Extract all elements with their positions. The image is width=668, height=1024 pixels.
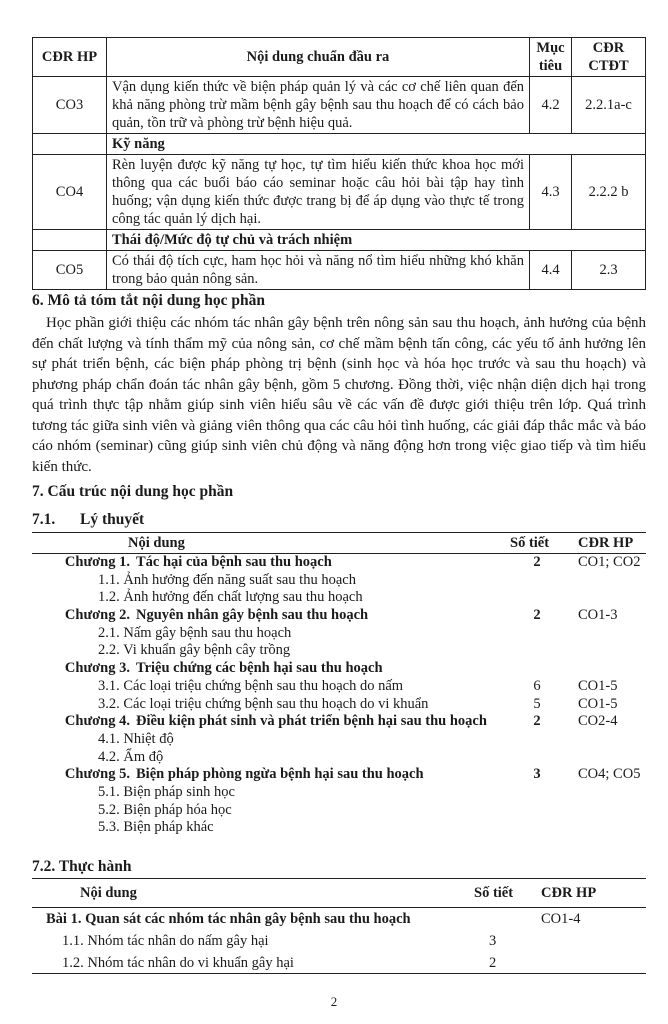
chapter-label: Chương 1. <box>64 554 130 570</box>
cell-target: 4.4 <box>530 251 572 290</box>
subsection-title: 5.3. Biện pháp khác <box>98 819 214 836</box>
subsection-title: 4.2. Ẩm độ <box>98 748 164 765</box>
chapter-row <box>32 607 646 625</box>
header-periods: Số tiết <box>510 535 550 551</box>
clo-value: CO1-4 <box>541 911 581 927</box>
clo-value: CO1; CO2 <box>578 554 641 570</box>
chapter-label: Chương 4. <box>64 713 130 730</box>
cell-content: Có thái độ tích cực, ham học hỏi và năng nổ tìm hiểu những khó khăn trong bảo quản nông sản. <box>107 251 530 290</box>
cell-target: 4.2 <box>530 77 572 134</box>
header-target: Mục tiêu <box>530 38 572 77</box>
periods-value: 3 <box>533 766 541 783</box>
table-row <box>33 77 646 134</box>
subsection-title: 1.2. Ảnh hưởng đến chất lượng sau thu hoạch <box>98 589 363 606</box>
periods-value: 3 <box>489 933 497 949</box>
subsection-title: 3.1. Các loại triệu chứng bệnh sau thu hoạch do nấm <box>98 677 404 694</box>
clo-value: CO2-4 <box>578 713 618 730</box>
theory-table <box>32 532 646 837</box>
chapter-row <box>32 766 646 784</box>
cell-code: CO5 <box>33 251 107 290</box>
cell-target: 4.3 <box>530 155 572 230</box>
header-clo: CĐR HP <box>541 885 597 901</box>
subsection-title: 1.1. Ảnh hưởng đến năng suất sau thu hoạch <box>98 571 356 588</box>
chapter-title: Điều kiện phát sinh và phát triển bệnh hại sau thu hoạch <box>136 713 487 730</box>
header-clo: CĐR HP <box>578 535 634 551</box>
subsection-row <box>32 749 646 767</box>
subsection-title: 1.2. Nhóm tác nhân do vi khuẩn gây hại <box>62 955 294 971</box>
cell-code: CO4 <box>33 155 107 230</box>
header-periods: Số tiết <box>474 885 514 901</box>
cell-content: Vận dụng kiến thức về biện pháp quản lý và các cơ chế liên quan đến khả năng phòng trừ mầm bệnh gây bệnh sau thu hoạch để có cách bảo quản, tồn trữ và phòng trừ bệnh hiệu quả. <box>107 77 530 134</box>
lesson-title: Bài 1. Quan sát các nhóm tác nhân gây bệnh sau thu hoạch <box>46 911 411 927</box>
subsection-row <box>32 819 646 837</box>
practice-table-header <box>32 878 646 908</box>
chapter-title: Biện pháp phòng ngừa bệnh hại sau thu hoạch <box>136 766 424 783</box>
chapter-title: Tác hại của bệnh sau thu hoạch <box>136 554 332 570</box>
practice-table <box>32 878 646 974</box>
subsection-row <box>32 642 646 660</box>
subsection-title: 5.2. Biện pháp hóa học <box>98 801 232 818</box>
chapter-row <box>32 660 646 678</box>
table-header-row <box>33 38 646 77</box>
subsection-title: 3.2. Các loại triệu chứng bệnh sau thu hoạch do vi khuẩn <box>98 695 429 712</box>
table-group-row <box>33 230 646 251</box>
section-7-1-number: 7.1. <box>32 511 56 528</box>
subsection-row <box>32 731 646 749</box>
chapter-label: Chương 5. <box>64 766 130 783</box>
header-content: Nội dung <box>128 535 185 551</box>
chapter-label: Chương 2. <box>64 607 130 624</box>
header-code: CĐR HP <box>33 38 107 77</box>
practice-rows <box>32 908 646 974</box>
periods-value: 2 <box>489 955 497 971</box>
cell-program: 2.2.2 b <box>572 155 646 230</box>
table-row <box>33 155 646 230</box>
learning-outcomes-table <box>32 37 646 290</box>
cell-code: CO3 <box>33 77 107 134</box>
section-7-2-heading: 7.2. Thực hành <box>32 858 132 875</box>
section-7-1-heading <box>32 511 144 529</box>
subsection-title: 2.1. Nấm gây bệnh sau thu hoạch <box>98 624 292 641</box>
cell-program: 2.3 <box>572 251 646 290</box>
clo-value: CO4; CO5 <box>578 766 641 783</box>
subsection-row <box>32 678 646 696</box>
clo-value: CO1-5 <box>578 695 618 712</box>
section-7-1-title: Lý thuyết <box>80 511 145 528</box>
table-group-row <box>33 134 646 155</box>
subsection-row <box>32 802 646 820</box>
table-row <box>33 251 646 290</box>
header-program: CĐR CTĐT <box>572 38 646 77</box>
periods-value: 2 <box>533 554 541 570</box>
chapter-row <box>32 554 646 572</box>
subsection-title: 5.1. Biện pháp sinh học <box>98 783 235 800</box>
subsection-title: 1.1. Nhóm tác nhân do nấm gây hại <box>62 933 269 949</box>
periods-value: 2 <box>533 713 541 730</box>
subsection-row <box>32 696 646 714</box>
group-label: Kỹ năng <box>107 134 646 155</box>
periods-value: 6 <box>533 677 541 694</box>
lesson-row <box>32 908 646 930</box>
subsection-row <box>32 930 646 952</box>
chapter-row <box>32 713 646 731</box>
clo-value: CO1-5 <box>578 677 618 694</box>
theory-rows <box>32 554 646 837</box>
periods-value: 2 <box>533 607 541 624</box>
section-7-heading: 7. Cấu trúc nội dung học phần <box>32 483 234 500</box>
theory-table-header <box>32 532 646 554</box>
cell-content: Rèn luyện được kỹ năng tự học, tự tìm hiểu kiến thức khoa học mới thông qua các buổi báo cáo seminar hoặc câu hỏi bài tập hay tình huống; vận dụng kiến thức được trang bị để áp dụng vào thực tế trong công tác quản lý dịch hại. <box>107 155 530 230</box>
header-content: Nội dung <box>80 885 137 901</box>
section-6-paragraph: Học phần giới thiệu các nhóm tác nhân gây bệnh trên nông sản sau thu hoạch, ảnh hưởng của bệnh đến chất lượng và tính thẩm mỹ của nông sản, cơ chế mầm bệnh tấn công, các yếu tố ảnh hưởng lên sự phát triển bệnh, các biện pháp phòng trị bệnh (sinh học và hóa học trước và sau thu hoạch) và phương pháp chẩn đoán tác nhân gây bệnh, gồm 5 chương. Đồng thời, việc nhận diện dịch hại trong quá trình thực tập nhằm giúp sinh viên hiểu sâu về các vấn đề được giới thiệu trên lớp. Quá trình tương tác giữa sinh viên và giảng viên thông qua các câu hỏi tình huống, các giải đáp thắc mắc và báo cáo nhóm (seminar) cũng giúp sinh viên chủ động và năng động hơn trong việc giao tiếp và tìm hiểu kiến thức. <box>32 315 646 475</box>
subsection-title: 4.1. Nhiệt độ <box>98 730 174 747</box>
cell-program: 2.2.1a-c <box>572 77 646 134</box>
chapter-label: Chương 3. <box>64 660 130 677</box>
clo-value: CO1-3 <box>578 607 618 624</box>
page-number: 2 <box>330 994 338 1009</box>
chapter-title: Nguyên nhân gây bệnh sau thu hoạch <box>136 607 369 624</box>
subsection-row <box>32 952 646 974</box>
periods-value: 5 <box>533 695 541 712</box>
subsection-title: 2.2. Vi khuẩn gây bệnh cây trồng <box>98 642 291 659</box>
subsection-row <box>32 589 646 607</box>
subsection-row <box>32 625 646 643</box>
header-content: Nội dung chuẩn đầu ra <box>107 38 530 77</box>
chapter-title: Triệu chứng các bệnh hại sau thu hoạch <box>136 660 383 677</box>
section-6-heading: 6. Mô tả tóm tắt nội dung học phần <box>32 292 265 309</box>
group-label: Thái độ/Mức độ tự chủ và trách nhiệm <box>107 230 646 251</box>
subsection-row <box>32 784 646 802</box>
subsection-row <box>32 572 646 590</box>
